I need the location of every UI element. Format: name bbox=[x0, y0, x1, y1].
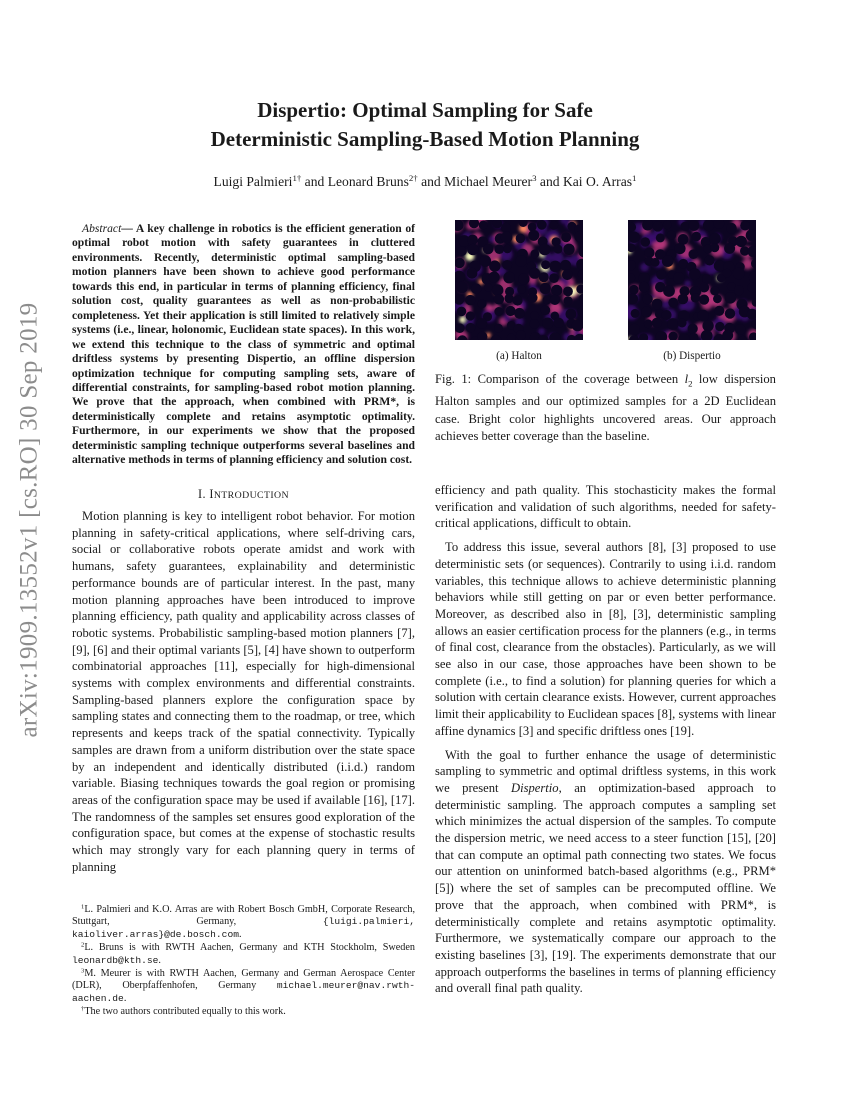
coverage-glow bbox=[679, 303, 686, 310]
sample-cell bbox=[662, 310, 672, 320]
section-numeral: I. bbox=[198, 487, 210, 501]
footnotes bbox=[72, 904, 415, 1020]
sample-cell bbox=[516, 234, 526, 244]
coverage-glow bbox=[489, 236, 496, 243]
author-sep: and bbox=[417, 174, 445, 189]
footnote-2 bbox=[72, 942, 415, 967]
sample-cell bbox=[455, 323, 465, 333]
sample-cell bbox=[656, 233, 665, 242]
figure-dispertio-coverage bbox=[628, 220, 756, 340]
sample-cell bbox=[479, 221, 488, 230]
footnote-3-mark: 3 bbox=[81, 967, 85, 975]
sample-cell bbox=[563, 244, 574, 255]
sample-cell bbox=[641, 237, 651, 247]
sample-cell bbox=[715, 322, 724, 331]
sample-cell bbox=[528, 223, 537, 232]
sample-cell bbox=[631, 309, 640, 318]
sample-cell bbox=[506, 306, 516, 316]
sample-cell bbox=[471, 284, 482, 295]
sample-cell bbox=[714, 306, 724, 316]
author-1: Luigi Palmieri bbox=[213, 174, 293, 189]
figure-caption bbox=[435, 371, 776, 446]
footnote-3-text: M. Meurer is with RWTH Aachen, Germany and German Aerospace Center (DLR), Oberpfaffenhofen, Germany bbox=[72, 968, 415, 992]
sample-cell bbox=[489, 272, 500, 283]
sample-cell bbox=[702, 320, 713, 331]
sample-cell bbox=[710, 243, 719, 252]
footnote-1-end: . bbox=[238, 928, 242, 940]
sample-cell bbox=[550, 295, 560, 305]
author-2-mark: 2† bbox=[408, 173, 418, 184]
coverage-glow bbox=[652, 242, 659, 249]
sample-cell bbox=[678, 319, 687, 328]
footnote-1 bbox=[72, 904, 415, 941]
figure-halton-coverage bbox=[455, 220, 583, 340]
sample-cell bbox=[530, 311, 539, 320]
caption-text-pre: Fig. 1: Comparison of the coverage between bbox=[435, 372, 685, 386]
footnote-1-mark: 1 bbox=[81, 903, 85, 911]
sample-cell bbox=[564, 296, 573, 305]
sample-cell bbox=[492, 284, 504, 296]
sample-cell bbox=[456, 282, 468, 294]
author-3: Michael Meurer bbox=[444, 174, 533, 189]
sample-cell bbox=[561, 232, 571, 242]
footnote-3 bbox=[72, 968, 415, 1005]
caption-math-sub: 2 bbox=[688, 378, 693, 389]
sample-cell bbox=[723, 269, 732, 278]
sample-cell bbox=[503, 272, 515, 284]
sample-cell bbox=[704, 255, 714, 265]
author-4: Kai O. Arras bbox=[562, 174, 633, 189]
sample-cell bbox=[563, 287, 573, 297]
coverage-glow bbox=[684, 280, 691, 287]
sample-cell bbox=[518, 273, 529, 284]
sample-cell bbox=[667, 231, 676, 240]
sample-cell bbox=[674, 243, 685, 254]
sample-cell bbox=[673, 272, 685, 284]
author-3-mark: 3 bbox=[532, 173, 537, 184]
sample-cell bbox=[528, 293, 538, 303]
sample-cell bbox=[662, 255, 674, 267]
sample-cell bbox=[668, 298, 678, 308]
right-paragraph-3b: , an optimization-based approach to deterministic sampling. The approach computes a sampling set which minimizes the actual dispersion of the samples. To compute the dispersion metric, we need access to a steer function [15], [20] that can compute an optimal path connecting two states. We focus our attention on uninformed batch-based algorithms (e.g., PRM* [5]) where the set of samples can be precomputed offline. We prove that the approach, when combined with PRM*, is deterministically complete and retains asymptotic optimality. Furthermore, we systematically compare our approach to the existing baselines [3], [19]. The experiments demonstrate that our approach outperforms the baselines in terms of planning efficiency and overall final path quality. bbox=[435, 780, 776, 996]
author-sep: and bbox=[301, 174, 328, 189]
sample-cell bbox=[539, 272, 549, 282]
sample-cell bbox=[566, 309, 577, 320]
abstract-label: Abstract bbox=[82, 222, 122, 235]
dispertio-heatmap bbox=[628, 220, 756, 340]
sample-cell bbox=[724, 243, 735, 254]
footnote-3-email[interactable]: michael.meurer@nav.rwth-aachen.de bbox=[72, 980, 415, 1004]
author-list bbox=[80, 174, 770, 190]
sample-cell bbox=[644, 319, 653, 328]
author-1-mark: 1† bbox=[292, 173, 302, 184]
sample-cell bbox=[465, 295, 475, 305]
sample-cell bbox=[714, 260, 725, 271]
halton-heatmap bbox=[455, 220, 583, 340]
sample-cell bbox=[494, 307, 503, 316]
right-paragraph-3 bbox=[435, 747, 776, 998]
section-first-letter: I bbox=[209, 487, 214, 501]
sample-cell bbox=[501, 223, 511, 233]
sample-cell bbox=[734, 285, 744, 295]
sample-cell bbox=[494, 294, 504, 304]
sample-cell bbox=[503, 245, 512, 254]
sample-cell bbox=[501, 232, 513, 244]
footnote-3-end: . bbox=[123, 992, 127, 1004]
sample-cell bbox=[484, 283, 493, 292]
sample-cell bbox=[629, 285, 639, 295]
sample-cell bbox=[513, 295, 523, 305]
sample-cell bbox=[537, 220, 547, 230]
sample-cell bbox=[494, 324, 503, 333]
author-sep: and bbox=[536, 174, 563, 189]
arxiv-watermark-text: arXiv:1909.13552v1 [cs.RO] 30 Sep 2019 bbox=[15, 302, 43, 738]
footnote-2-end: . bbox=[158, 954, 161, 966]
sample-cell bbox=[516, 256, 527, 267]
arxiv-watermark bbox=[6, 290, 52, 750]
sample-cell bbox=[541, 260, 550, 269]
sample-cell bbox=[542, 318, 553, 329]
right-column-body bbox=[435, 482, 776, 997]
sample-cell bbox=[495, 244, 505, 254]
paper-title bbox=[80, 96, 770, 154]
sample-cell bbox=[652, 318, 662, 328]
sample-cell bbox=[560, 260, 571, 271]
sample-cell bbox=[529, 319, 539, 329]
sample-cell bbox=[709, 233, 721, 245]
sample-cell bbox=[466, 311, 475, 320]
footnote-2-mark: 2 bbox=[81, 941, 85, 949]
sample-cell bbox=[681, 222, 690, 231]
introduction-body bbox=[72, 508, 415, 875]
sample-cell bbox=[477, 299, 486, 308]
sample-cell bbox=[528, 230, 539, 241]
sample-cell bbox=[735, 324, 746, 335]
sample-cell bbox=[540, 283, 551, 294]
sample-cell bbox=[740, 221, 750, 231]
sample-cell bbox=[667, 318, 679, 330]
section-heading-introduction bbox=[72, 487, 415, 502]
sample-cell bbox=[550, 261, 562, 273]
sample-cell bbox=[457, 246, 467, 256]
abstract-text: — A key challenge in robotics is the efficient generation of optimal robot motion with safety guarantees in cluttered environments. Recently, deterministic optimal sampling-based motion planners have been shown to achieve good performance towards this end, in particular in terms of planning efficiency, final solution cost, quality guarantees as well as non-probabilistic completeness. Yet their application is still limited to relatively simple systems (i.e., linear, holonomic, Euclidean state spaces). In this work, we extend this technique to the class of symmetric and optimal driftless systems by presenting Dispertio, an offline dispersion optimization technique for computing sampling sets, aware of differential constraints, for sampling-based robot motion planning. We prove that the approach, when combined with PRM*, is deterministically complete and retains asymptotic optimality. Furthermore, in our experiments we show that the proposed deterministic sampling technique outperforms several baselines and alternative methods in terms of planning efficiency and solution cost. bbox=[72, 222, 415, 467]
sample-cell bbox=[642, 294, 652, 304]
section-title-rest: NTRODUCTION bbox=[213, 490, 289, 501]
right-paragraph-2: To address this issue, several authors [8], [3] proposed to use deterministic sets (or sequences). Contrarily to using i.i.d. random variables, this technique allows to achieve deterministic planning behaviors while still getting on par or even better performance. Moreover, as described also in [8], [3], deterministic sampling allows an easier certification process for the planners (e.g., in terms of final cost, clearance from the obstacles). Particularly, as we will see also in our case, those approaches have been shown to be complete (i.e., to find a solution) for planning queries for which a solution with certain clearance exists. However, current approaches limit their applicability to Euclidean spaces [8], systems with linear affine dynamics [3] and specific driftless ones [19]. bbox=[435, 540, 776, 738]
method-name-emphasis: Dispertio bbox=[511, 780, 559, 795]
sample-cell bbox=[551, 285, 562, 296]
footnote-1-text: L. Palmieri and K.O. Arras are with Robert Bosch GmbH, Corporate Research, Stuttgart, Germany, bbox=[72, 904, 415, 928]
footnote-4-text: The two authors contributed equally to this work. bbox=[84, 1006, 286, 1018]
sample-cell bbox=[689, 220, 700, 231]
sample-cell bbox=[663, 220, 672, 229]
intro-paragraph: Motion planning is key to intelligent robot behavior. For motion planning in safety-critical applications, where self-driving cars, social or collaborative robots operate amidst and work with humans, safety guarantees, explainability and deterministic performance bounds are of particular interest. In the past, many motion planning approaches have been introduced to improve planning efficiency, path quality and applicability across classes of robotic systems. Probabilistic sampling-based motion planners [7], [9], [6] and their optimal variants [5], [4] have shown to outperform combinatorial approaches [11], especially for high-dimensional systems with complex environments and differential constraints. Sampling-based planners explore the configuration space by sampling states and connecting them to the roadmap, or tree, which represents and keeps track of the spatial connectivity. Typically samples are drawn from a uniform distribution over the state space by an independent and identically distributed (i.i.d.) random variable. Biasing techniques towards the goal region or promising areas of the configuration space may be used if available [16], [17]. The randomness of the samples set ensures good exploration of the configuration space, but comes at the expense of stochastic results which may strongly vary for each planning query in terms of planning bbox=[72, 509, 415, 874]
sample-cell bbox=[489, 260, 500, 271]
sample-cell bbox=[530, 250, 539, 259]
sample-cell bbox=[517, 285, 526, 294]
footnote-4 bbox=[72, 1006, 415, 1018]
coverage-glow bbox=[538, 328, 545, 335]
sample-cell bbox=[539, 244, 551, 256]
sample-cell bbox=[549, 273, 559, 283]
sample-cell bbox=[710, 286, 719, 295]
sample-cell bbox=[457, 307, 467, 317]
sample-cell bbox=[529, 268, 540, 279]
sample-cell bbox=[699, 295, 709, 305]
sample-cell bbox=[504, 294, 513, 303]
sample-cell bbox=[689, 249, 699, 259]
right-paragraph-1: efficiency and path quality. This stochasticity makes the formal verification and validation of such algorithms, needed for safety-critical applications, difficult to obtain. bbox=[435, 483, 776, 531]
footnote-4-mark: † bbox=[81, 1005, 85, 1013]
sample-cell bbox=[698, 310, 709, 321]
sample-cell bbox=[692, 232, 701, 241]
sample-cell bbox=[554, 318, 564, 328]
uncovered-hotspot bbox=[459, 317, 465, 323]
sample-cell bbox=[549, 221, 558, 230]
sample-cell bbox=[541, 305, 551, 315]
sample-cell bbox=[554, 245, 563, 254]
sample-cell bbox=[644, 248, 654, 258]
sample-cell bbox=[725, 292, 737, 304]
title-line-1: Dispertio: Optimal Sampling for Safe bbox=[257, 98, 593, 122]
sample-cell bbox=[663, 285, 675, 297]
sample-cell bbox=[688, 324, 698, 334]
sample-cell bbox=[689, 268, 700, 279]
sample-cell bbox=[726, 223, 737, 234]
author-2: Leonard Bruns bbox=[327, 174, 409, 189]
sample-cell bbox=[467, 268, 478, 279]
coverage-glow bbox=[487, 305, 493, 311]
sample-cell bbox=[483, 244, 494, 255]
footnote-1-email[interactable]: {luigi.palmieri, kaioliver.arras}@de.bosch.com bbox=[72, 916, 415, 940]
sample-cell bbox=[651, 258, 660, 267]
right-paragraph-3a: With the goal to further enhance the usage of deterministic sampling to symmetric and optimal driftless systems, in this work we present bbox=[435, 747, 776, 795]
sample-cell bbox=[736, 236, 747, 247]
sample-cell bbox=[703, 220, 714, 231]
subcaption-b: (b) Dispertio bbox=[663, 350, 721, 362]
sample-cell bbox=[713, 294, 722, 303]
sample-cell bbox=[562, 270, 573, 281]
sample-cell bbox=[733, 268, 745, 280]
sample-cell bbox=[639, 282, 650, 293]
sample-cell bbox=[699, 283, 709, 293]
sample-cell bbox=[629, 324, 640, 335]
abstract bbox=[72, 222, 415, 468]
sample-cell bbox=[702, 274, 712, 284]
sample-cell bbox=[467, 244, 478, 255]
sample-cell bbox=[653, 221, 663, 231]
caption-text-post: low dispersion Halton samples and our optimized samples for a 2D Euclidean case. Bright color highlights uncovered areas. Our approach achieves better coverage than the baseline. bbox=[435, 372, 776, 444]
sample-cell bbox=[628, 232, 639, 243]
subcaption-a: (a) Halton bbox=[496, 350, 542, 362]
sample-cell bbox=[691, 293, 700, 302]
sample-cell bbox=[502, 260, 512, 270]
sample-cell bbox=[656, 270, 666, 280]
sample-cell bbox=[476, 318, 487, 329]
sample-cell bbox=[678, 294, 689, 305]
caption-math: l bbox=[684, 372, 689, 386]
title-line-2: Deterministic Sampling-Based Motion Planning bbox=[210, 127, 640, 151]
sample-cell bbox=[516, 330, 526, 340]
footnote-2-text: L. Bruns is with RWTH Aachen, Germany and KTH Stockholm, Sweden bbox=[84, 942, 415, 954]
sample-cell bbox=[466, 323, 476, 333]
sample-cell bbox=[572, 320, 583, 332]
sample-cell bbox=[725, 308, 735, 318]
sample-cell bbox=[652, 299, 663, 310]
sample-cell bbox=[514, 308, 525, 319]
author-4-mark: 1 bbox=[632, 173, 637, 184]
sample-cell bbox=[467, 235, 478, 246]
sample-cell bbox=[641, 307, 652, 318]
footnote-2-email[interactable]: leonardb@kth.se bbox=[72, 954, 159, 966]
